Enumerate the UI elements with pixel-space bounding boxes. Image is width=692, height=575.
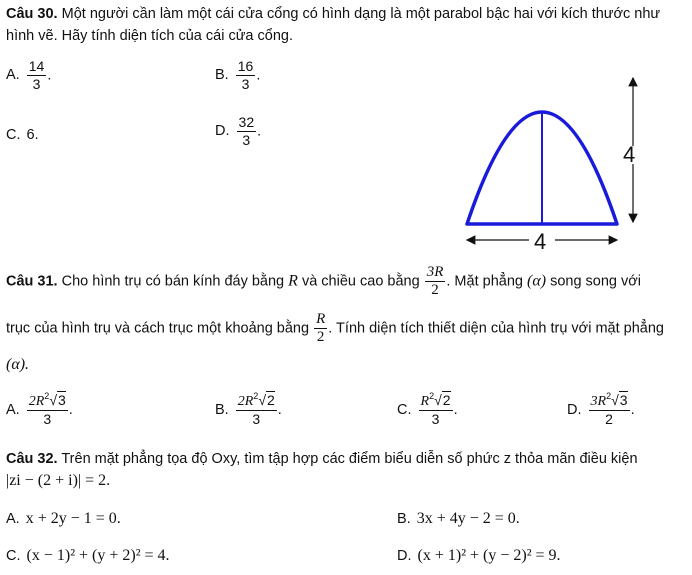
q31-h-num: 3R — [426, 264, 444, 280]
q32-option-a-letter: A. — [6, 511, 20, 527]
q30-line1 — [6, 3, 660, 25]
q30-option-a-den: 3 — [27, 75, 47, 93]
q32-label: Câu 32. — [6, 451, 58, 467]
q31-text-b: và chiều cao bằng — [297, 273, 424, 290]
q32-text-line1: Trên mặt phẳng tọa độ Oxy, tìm tập hợp các điểm biểu diễn số phức z thỏa mãn điều kiện — [57, 451, 638, 467]
q30-option-c[interactable] — [6, 127, 39, 143]
q30-parabola-figure — [455, 68, 660, 258]
q31-option-b-fraction: $\frac{2R^2√2}{3}$ — [237, 391, 275, 427]
q30-line2 — [6, 25, 293, 47]
q30-text-line2: hình vẽ. Hãy tính diện tích của cái cửa cổng. — [6, 28, 293, 44]
q31-option-c[interactable]: C. $\frac{R^2√2}{3}$ . — [397, 391, 458, 427]
q32-option-a[interactable] — [6, 510, 121, 528]
q30-option-d-den: 3 — [237, 131, 257, 149]
q31-text-d: song song với — [546, 273, 641, 290]
q32-option-d[interactable] — [397, 547, 561, 565]
q31-line2 — [6, 311, 664, 346]
q30-option-b[interactable] — [215, 58, 260, 93]
q31-option-d-rad: 3 — [619, 392, 628, 408]
q31-option-b-den: 3 — [236, 410, 277, 428]
q31-option-c-fraction: $\frac{R^2√2}{3}$ — [420, 391, 451, 427]
q31-h-den: 2 — [425, 281, 446, 299]
q30-option-a-letter: A. — [6, 67, 20, 84]
q31-option-a-rad: 3 — [58, 392, 66, 408]
q31-option-d[interactable]: D. $\frac{3R^2√3}{2}$ . — [567, 391, 635, 427]
q31-line3 — [6, 356, 29, 374]
q30-option-c-letter: C. — [6, 127, 21, 143]
q31-option-a-den: 3 — [27, 410, 68, 428]
q31-var-r: R — [288, 272, 298, 290]
q31-option-a-fraction: $\frac{2R^2√3}{3}$ — [28, 391, 66, 427]
q31-option-d-letter: D. — [567, 401, 582, 418]
q31-option-d-den: 2 — [589, 410, 630, 428]
q30-text-line1: Một người cần làm một cái cửa cổng có hình dạng là một parabol bậc hai với kích thước như — [57, 6, 661, 22]
q31-d-den: 2 — [314, 328, 327, 346]
q30-option-a-tail: . — [47, 67, 52, 84]
q31-alpha: (α) — [526, 272, 547, 290]
q30-option-b-den: 3 — [236, 75, 256, 93]
q31-option-b-letter: B. — [215, 401, 229, 418]
q32-option-c-expr: (x − 1)² + (y + 2)² = 4. — [26, 547, 170, 564]
q30-option-a-fraction — [27, 58, 47, 93]
q32-option-c-letter: C. — [6, 548, 21, 564]
q31-option-c-letter: C. — [397, 401, 412, 418]
q31-option-c-coef: R — [420, 394, 430, 409]
q32-line2 — [6, 472, 110, 490]
q30-option-a[interactable] — [6, 58, 51, 93]
q30-label: Câu 30. — [6, 6, 58, 22]
q31-text-f: . Tính diện tích thiết diện của hình trụ với mặt phẳng — [328, 320, 664, 337]
q31-option-d-exp: 2 — [606, 391, 612, 401]
q30-option-d-fraction — [237, 114, 257, 149]
q32-option-b[interactable] — [397, 510, 520, 528]
q30-option-a-num: 14 — [28, 58, 45, 74]
q30-option-d-letter: D. — [215, 123, 230, 140]
q32-condition: |zi − (2 + i)| = 2. — [6, 472, 111, 489]
q31-distance-fraction — [314, 311, 327, 346]
q30-option-d-tail: . — [257, 123, 262, 140]
q31-option-a-exp: 2 — [44, 391, 50, 401]
q31-option-d-fraction: $\frac{3R^2√3}{2}$ — [590, 391, 628, 427]
q30-option-b-letter: B. — [215, 67, 229, 84]
q32-option-b-letter: B. — [397, 511, 411, 527]
q31-label: Câu 31. — [6, 273, 58, 290]
q30-option-d-num: 32 — [238, 114, 255, 130]
q32-option-d-letter: D. — [397, 548, 412, 564]
q30-option-b-fraction — [236, 58, 256, 93]
q31-option-b-coef: 2R — [237, 394, 254, 409]
q31-option-b-rad: 2 — [267, 392, 275, 408]
q30-option-d[interactable] — [215, 114, 261, 149]
q31-option-c-rad: 2 — [442, 392, 451, 408]
q31-option-b-exp: 2 — [253, 391, 259, 401]
q31-line1 — [6, 264, 641, 299]
q31-option-a[interactable]: A. $\frac{2R^2√3}{3}$ . — [6, 391, 73, 427]
q32-option-a-expr: x + 2y − 1 = 0. — [25, 510, 121, 527]
q32-option-d-expr: (x + 1)² + (y − 2)² = 9. — [417, 547, 561, 564]
q30-option-b-num: 16 — [237, 58, 254, 74]
q31-option-d-coef: 3R — [590, 394, 607, 409]
q31-option-a-letter: A. — [6, 401, 20, 418]
q31-text-a: Cho hình trụ có bán kính đáy bằng — [57, 273, 289, 290]
q31-d-num: R — [316, 311, 326, 327]
q30-option-c-value: 6. — [26, 127, 39, 143]
q32-line1 — [6, 448, 638, 470]
q31-option-b[interactable]: B. $\frac{2R^2√2}{3}$ . — [215, 391, 282, 427]
height-label: 4 — [623, 142, 636, 167]
q31-option-c-den: 3 — [419, 410, 453, 428]
q31-height-fraction — [425, 264, 446, 299]
q31-alpha-end: (α). — [6, 356, 30, 373]
q31-text-e: trục của hình trụ và cách trục một khoảng bằng — [6, 320, 314, 337]
q31-option-a-coef: 2R — [28, 394, 45, 409]
width-label: 4 — [534, 229, 547, 254]
q32-option-b-expr: 3x + 4y − 2 = 0. — [416, 510, 520, 527]
q32-option-c[interactable] — [6, 547, 170, 565]
q31-text-c: . Mặt phẳng — [446, 273, 527, 290]
q31-option-c-exp: 2 — [429, 391, 435, 401]
q30-option-b-tail: . — [256, 67, 261, 84]
